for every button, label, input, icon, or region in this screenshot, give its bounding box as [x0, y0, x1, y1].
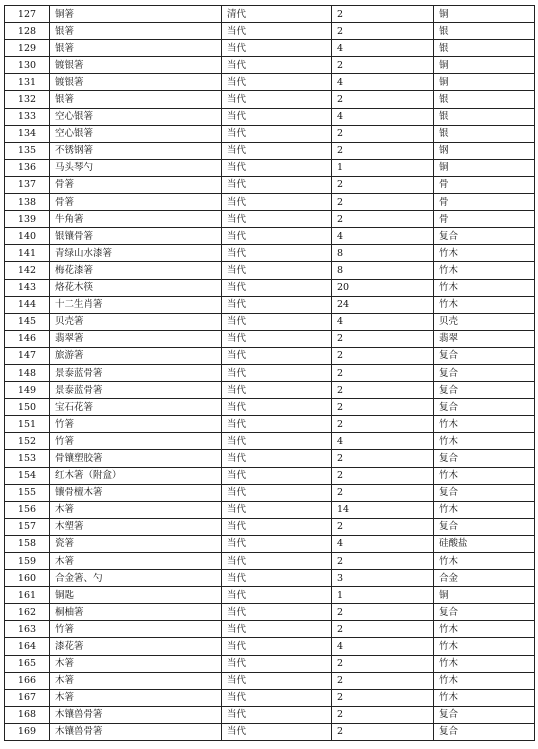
- item-name-cell: 竹箸: [50, 433, 222, 450]
- item-material-cell: 银: [434, 23, 535, 40]
- item-era-cell: 当代: [222, 501, 332, 518]
- item-quantity-cell: 2: [332, 142, 434, 159]
- item-name-cell: 不锈钢箸: [50, 142, 222, 159]
- item-material-cell: 铜: [434, 74, 535, 91]
- table-row: [5, 723, 535, 740]
- item-era-cell: 当代: [222, 535, 332, 552]
- item-number-cell: 136: [5, 159, 50, 176]
- item-name-cell: 红木箸（附盒）: [50, 467, 222, 484]
- item-era-cell: 当代: [222, 57, 332, 74]
- item-number-cell: 133: [5, 108, 50, 125]
- item-number-cell: 165: [5, 655, 50, 672]
- item-quantity-cell: 2: [332, 57, 434, 74]
- table-row: [5, 399, 535, 416]
- item-era-cell: 当代: [222, 125, 332, 142]
- item-quantity-cell: 2: [332, 23, 434, 40]
- item-material-cell: 钢: [434, 142, 535, 159]
- item-era-cell: 当代: [222, 706, 332, 723]
- table-row: [5, 621, 535, 638]
- item-number-cell: 156: [5, 501, 50, 518]
- item-name-cell: 骨箸: [50, 194, 222, 211]
- item-name-cell: 竹箸: [50, 416, 222, 433]
- item-number-cell: 157: [5, 518, 50, 535]
- item-quantity-cell: 2: [332, 6, 434, 23]
- item-name-cell: 银箸: [50, 23, 222, 40]
- item-number-cell: 140: [5, 228, 50, 245]
- item-number-cell: 154: [5, 467, 50, 484]
- table-row: [5, 450, 535, 467]
- item-quantity-cell: 2: [332, 347, 434, 364]
- item-era-cell: 当代: [222, 399, 332, 416]
- item-quantity-cell: 2: [332, 484, 434, 501]
- item-name-cell: 烙花木筷: [50, 279, 222, 296]
- item-name-cell: 骨箸: [50, 176, 222, 193]
- item-era-cell: 当代: [222, 484, 332, 501]
- table-row: [5, 228, 535, 245]
- table-row: [5, 467, 535, 484]
- item-number-cell: 168: [5, 706, 50, 723]
- catalog-table-body: [5, 6, 535, 741]
- item-name-cell: 景泰蓝骨箸: [50, 382, 222, 399]
- item-era-cell: 当代: [222, 194, 332, 211]
- table-row: [5, 279, 535, 296]
- table-row: [5, 382, 535, 399]
- item-era-cell: 当代: [222, 176, 332, 193]
- item-quantity-cell: 2: [332, 467, 434, 484]
- item-era-cell: 当代: [222, 279, 332, 296]
- item-material-cell: 竹木: [434, 638, 535, 655]
- item-number-cell: 135: [5, 142, 50, 159]
- item-quantity-cell: 2: [332, 553, 434, 570]
- table-row: [5, 416, 535, 433]
- item-number-cell: 159: [5, 553, 50, 570]
- item-quantity-cell: 4: [332, 228, 434, 245]
- table-row: [5, 296, 535, 313]
- item-number-cell: 153: [5, 450, 50, 467]
- table-row: [5, 587, 535, 604]
- item-number-cell: 161: [5, 587, 50, 604]
- item-number-cell: 149: [5, 382, 50, 399]
- item-material-cell: 复合: [434, 382, 535, 399]
- item-quantity-cell: 2: [332, 450, 434, 467]
- item-number-cell: 129: [5, 40, 50, 57]
- table-row: [5, 57, 535, 74]
- item-material-cell: 铜: [434, 587, 535, 604]
- item-material-cell: 复合: [434, 604, 535, 621]
- table-row: [5, 433, 535, 450]
- item-material-cell: 竹木: [434, 467, 535, 484]
- item-era-cell: 当代: [222, 621, 332, 638]
- item-era-cell: 当代: [222, 91, 332, 108]
- table-row: [5, 176, 535, 193]
- item-material-cell: 竹木: [434, 279, 535, 296]
- item-quantity-cell: 2: [332, 176, 434, 193]
- item-era-cell: 当代: [222, 655, 332, 672]
- item-number-cell: 132: [5, 91, 50, 108]
- item-material-cell: 竹木: [434, 296, 535, 313]
- item-quantity-cell: 1: [332, 159, 434, 176]
- item-material-cell: 翡翠: [434, 330, 535, 347]
- item-quantity-cell: 2: [332, 706, 434, 723]
- item-number-cell: 137: [5, 176, 50, 193]
- table-row: [5, 6, 535, 23]
- table-row: [5, 40, 535, 57]
- item-name-cell: 镶骨檀木箸: [50, 484, 222, 501]
- item-era-cell: 当代: [222, 689, 332, 706]
- item-quantity-cell: 14: [332, 501, 434, 518]
- item-number-cell: 146: [5, 330, 50, 347]
- item-era-cell: 当代: [222, 74, 332, 91]
- item-quantity-cell: 4: [332, 108, 434, 125]
- item-material-cell: 竹木: [434, 655, 535, 672]
- item-material-cell: 复合: [434, 518, 535, 535]
- item-material-cell: 竹木: [434, 672, 535, 689]
- table-row: [5, 23, 535, 40]
- item-number-cell: 169: [5, 723, 50, 740]
- table-row: [5, 211, 535, 228]
- item-number-cell: 134: [5, 125, 50, 142]
- table-row: [5, 655, 535, 672]
- item-quantity-cell: 20: [332, 279, 434, 296]
- item-quantity-cell: 2: [332, 604, 434, 621]
- item-era-cell: 当代: [222, 467, 332, 484]
- item-quantity-cell: 4: [332, 638, 434, 655]
- table-row: [5, 553, 535, 570]
- item-name-cell: 铜匙: [50, 587, 222, 604]
- item-material-cell: 银: [434, 91, 535, 108]
- item-name-cell: 梅花漆箸: [50, 262, 222, 279]
- table-row: [5, 142, 535, 159]
- item-era-cell: 当代: [222, 296, 332, 313]
- item-era-cell: 清代: [222, 6, 332, 23]
- item-number-cell: 138: [5, 194, 50, 211]
- item-material-cell: 铜: [434, 57, 535, 74]
- item-name-cell: 木箸: [50, 553, 222, 570]
- item-number-cell: 163: [5, 621, 50, 638]
- item-quantity-cell: 2: [332, 655, 434, 672]
- item-quantity-cell: 8: [332, 245, 434, 262]
- item-era-cell: 当代: [222, 262, 332, 279]
- item-material-cell: 复合: [434, 228, 535, 245]
- item-material-cell: 银: [434, 108, 535, 125]
- item-material-cell: 竹木: [434, 245, 535, 262]
- item-era-cell: 当代: [222, 587, 332, 604]
- table-row: [5, 689, 535, 706]
- item-quantity-cell: 2: [332, 689, 434, 706]
- table-row: [5, 604, 535, 621]
- item-name-cell: 木箸: [50, 655, 222, 672]
- item-era-cell: 当代: [222, 40, 332, 57]
- item-number-cell: 158: [5, 535, 50, 552]
- item-quantity-cell: 2: [332, 416, 434, 433]
- item-quantity-cell: 24: [332, 296, 434, 313]
- item-quantity-cell: 2: [332, 518, 434, 535]
- table-row: [5, 347, 535, 364]
- table-row: [5, 535, 535, 552]
- table-row: [5, 194, 535, 211]
- item-name-cell: 空心银箸: [50, 125, 222, 142]
- item-material-cell: 硅酸盐: [434, 535, 535, 552]
- catalog-table: [4, 5, 535, 741]
- item-era-cell: 当代: [222, 347, 332, 364]
- item-number-cell: 142: [5, 262, 50, 279]
- item-era-cell: 当代: [222, 159, 332, 176]
- item-name-cell: 瓷箸: [50, 535, 222, 552]
- item-name-cell: 马头琴勺: [50, 159, 222, 176]
- item-number-cell: 131: [5, 74, 50, 91]
- item-material-cell: 复合: [434, 399, 535, 416]
- item-name-cell: 牛角箸: [50, 211, 222, 228]
- item-name-cell: 翡翠箸: [50, 330, 222, 347]
- item-quantity-cell: 2: [332, 382, 434, 399]
- item-material-cell: 竹木: [434, 433, 535, 450]
- item-material-cell: 骨: [434, 194, 535, 211]
- item-material-cell: 银: [434, 40, 535, 57]
- item-name-cell: 青绿山水漆箸: [50, 245, 222, 262]
- item-number-cell: 148: [5, 364, 50, 381]
- item-number-cell: 128: [5, 23, 50, 40]
- item-era-cell: 当代: [222, 382, 332, 399]
- item-era-cell: 当代: [222, 142, 332, 159]
- item-name-cell: 桐柚箸: [50, 604, 222, 621]
- item-name-cell: 木镶兽骨箸: [50, 706, 222, 723]
- item-name-cell: 贝壳箸: [50, 313, 222, 330]
- table-row: [5, 91, 535, 108]
- item-era-cell: 当代: [222, 330, 332, 347]
- item-name-cell: 木镶兽骨箸: [50, 723, 222, 740]
- item-era-cell: 当代: [222, 23, 332, 40]
- table-row: [5, 501, 535, 518]
- item-number-cell: 150: [5, 399, 50, 416]
- item-number-cell: 164: [5, 638, 50, 655]
- item-era-cell: 当代: [222, 518, 332, 535]
- item-quantity-cell: 8: [332, 262, 434, 279]
- item-name-cell: 镀银箸: [50, 57, 222, 74]
- item-material-cell: 竹木: [434, 416, 535, 433]
- table-row: [5, 125, 535, 142]
- item-material-cell: 合金: [434, 570, 535, 587]
- item-era-cell: 当代: [222, 416, 332, 433]
- item-material-cell: 竹木: [434, 689, 535, 706]
- item-quantity-cell: 4: [332, 313, 434, 330]
- table-row: [5, 672, 535, 689]
- item-era-cell: 当代: [222, 672, 332, 689]
- item-era-cell: 当代: [222, 364, 332, 381]
- table-row: [5, 570, 535, 587]
- item-era-cell: 当代: [222, 553, 332, 570]
- item-name-cell: 旅游箸: [50, 347, 222, 364]
- item-material-cell: 竹木: [434, 553, 535, 570]
- item-name-cell: 木箸: [50, 672, 222, 689]
- item-era-cell: 当代: [222, 570, 332, 587]
- item-era-cell: 当代: [222, 638, 332, 655]
- table-row: [5, 706, 535, 723]
- item-material-cell: 复合: [434, 484, 535, 501]
- item-material-cell: 贝壳: [434, 313, 535, 330]
- item-number-cell: 166: [5, 672, 50, 689]
- table-row: [5, 484, 535, 501]
- item-material-cell: 竹木: [434, 501, 535, 518]
- item-name-cell: 铜箸: [50, 6, 222, 23]
- item-number-cell: 141: [5, 245, 50, 262]
- item-material-cell: 复合: [434, 706, 535, 723]
- item-quantity-cell: 2: [332, 364, 434, 381]
- item-name-cell: 十二生肖箸: [50, 296, 222, 313]
- item-material-cell: 铜: [434, 6, 535, 23]
- item-quantity-cell: 3: [332, 570, 434, 587]
- item-name-cell: 骨镶塑胶箸: [50, 450, 222, 467]
- table-row: [5, 638, 535, 655]
- item-era-cell: 当代: [222, 313, 332, 330]
- item-name-cell: 银箸: [50, 40, 222, 57]
- item-name-cell: 竹箸: [50, 621, 222, 638]
- item-material-cell: 铜: [434, 159, 535, 176]
- item-quantity-cell: 4: [332, 40, 434, 57]
- item-era-cell: 当代: [222, 433, 332, 450]
- item-quantity-cell: 2: [332, 194, 434, 211]
- item-number-cell: 151: [5, 416, 50, 433]
- item-material-cell: 复合: [434, 450, 535, 467]
- item-material-cell: 竹木: [434, 262, 535, 279]
- item-era-cell: 当代: [222, 228, 332, 245]
- item-name-cell: 木箸: [50, 689, 222, 706]
- item-name-cell: 镀银箸: [50, 74, 222, 91]
- table-row: [5, 313, 535, 330]
- item-name-cell: 漆花箸: [50, 638, 222, 655]
- item-number-cell: 130: [5, 57, 50, 74]
- item-quantity-cell: 2: [332, 125, 434, 142]
- item-number-cell: 152: [5, 433, 50, 450]
- item-name-cell: 银镶骨箸: [50, 228, 222, 245]
- item-material-cell: 骨: [434, 211, 535, 228]
- item-quantity-cell: 2: [332, 672, 434, 689]
- item-number-cell: 145: [5, 313, 50, 330]
- table-row: [5, 364, 535, 381]
- table-row: [5, 74, 535, 91]
- item-quantity-cell: 2: [332, 399, 434, 416]
- item-name-cell: 景泰蓝骨箸: [50, 364, 222, 381]
- item-quantity-cell: 2: [332, 211, 434, 228]
- item-number-cell: 143: [5, 279, 50, 296]
- item-era-cell: 当代: [222, 211, 332, 228]
- item-name-cell: 木塑箸: [50, 518, 222, 535]
- item-era-cell: 当代: [222, 604, 332, 621]
- item-number-cell: 162: [5, 604, 50, 621]
- item-name-cell: 木箸: [50, 501, 222, 518]
- item-quantity-cell: 2: [332, 723, 434, 740]
- item-material-cell: 复合: [434, 723, 535, 740]
- item-quantity-cell: 1: [332, 587, 434, 604]
- table-row: [5, 330, 535, 347]
- item-material-cell: 复合: [434, 364, 535, 381]
- item-number-cell: 147: [5, 347, 50, 364]
- item-era-cell: 当代: [222, 245, 332, 262]
- item-name-cell: 合金箸、勺: [50, 570, 222, 587]
- item-era-cell: 当代: [222, 108, 332, 125]
- item-number-cell: 160: [5, 570, 50, 587]
- item-material-cell: 银: [434, 125, 535, 142]
- item-quantity-cell: 4: [332, 433, 434, 450]
- item-number-cell: 155: [5, 484, 50, 501]
- item-number-cell: 144: [5, 296, 50, 313]
- item-number-cell: 167: [5, 689, 50, 706]
- table-row: [5, 245, 535, 262]
- table-row: [5, 159, 535, 176]
- item-material-cell: 骨: [434, 176, 535, 193]
- item-era-cell: 当代: [222, 450, 332, 467]
- item-name-cell: 宝石花箸: [50, 399, 222, 416]
- table-row: [5, 262, 535, 279]
- table-row: [5, 108, 535, 125]
- item-quantity-cell: 2: [332, 621, 434, 638]
- item-quantity-cell: 4: [332, 74, 434, 91]
- item-material-cell: 竹木: [434, 621, 535, 638]
- item-material-cell: 复合: [434, 347, 535, 364]
- item-number-cell: 127: [5, 6, 50, 23]
- item-name-cell: 银箸: [50, 91, 222, 108]
- item-number-cell: 139: [5, 211, 50, 228]
- item-name-cell: 空心银箸: [50, 108, 222, 125]
- item-quantity-cell: 2: [332, 91, 434, 108]
- item-quantity-cell: 2: [332, 330, 434, 347]
- table-row: [5, 518, 535, 535]
- item-era-cell: 当代: [222, 723, 332, 740]
- item-quantity-cell: 4: [332, 535, 434, 552]
